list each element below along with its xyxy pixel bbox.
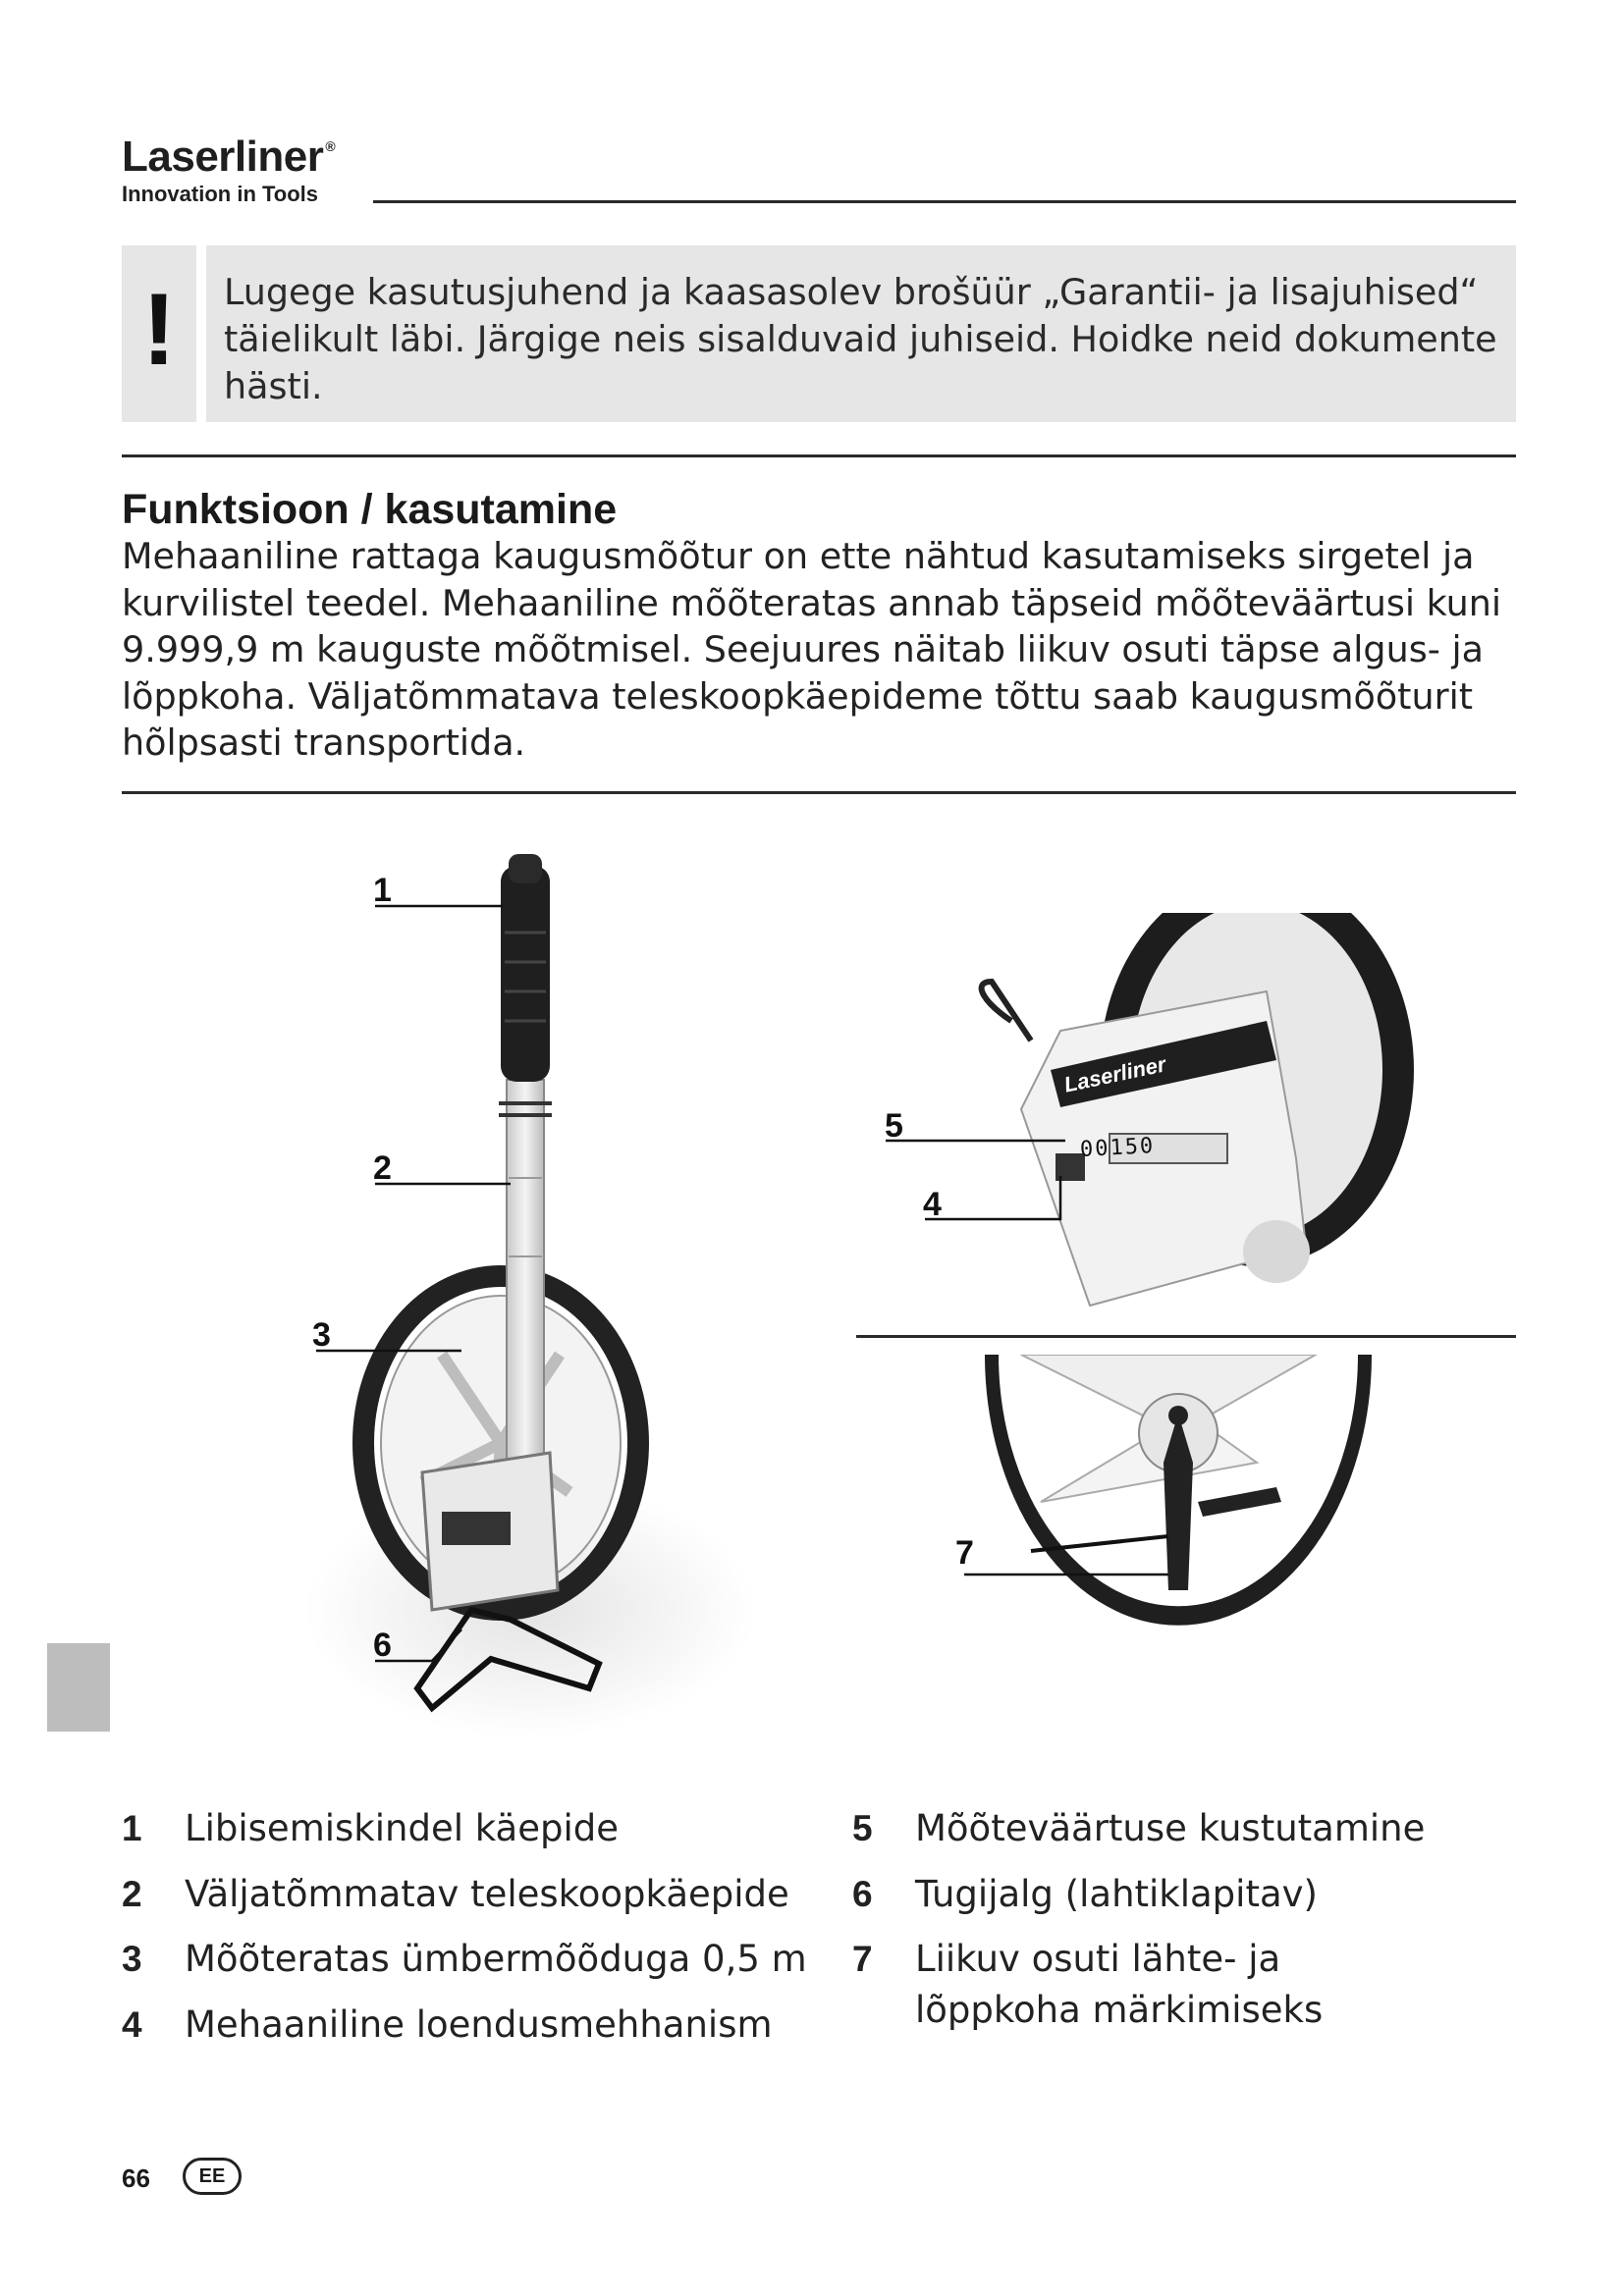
counter-digit: 5	[1124, 1134, 1141, 1160]
part-description: Tugijalg (lahtiklapitav)	[915, 1873, 1318, 1915]
part-description: Liikuv osuti lähte- ja	[915, 1938, 1281, 1980]
part-number: 3	[122, 1939, 142, 1979]
warning-line: Lugege kasutusjuhend ja kaasasolev brošüür „Garantii- ja lisajuhised“	[224, 271, 1479, 313]
counter-detail-illustration	[864, 913, 1453, 1315]
counter-digit: 1	[1109, 1135, 1126, 1161]
part-description: Väljatõmmatav teleskoopkäepide	[185, 1873, 789, 1915]
brand-logo	[122, 135, 335, 179]
figure-separator	[856, 1335, 1516, 1338]
callout-2: 2	[373, 1149, 392, 1187]
callout-1: 1	[373, 872, 392, 909]
language-badge: EE	[183, 2158, 242, 2195]
part-number: 1	[122, 1808, 142, 1848]
figure-divider	[122, 791, 1516, 794]
callout-7: 7	[955, 1534, 974, 1572]
warning-line: täielikult läbi. Järgige neis sisalduvaid juhiseid. Hoidke neid dokumente	[224, 318, 1497, 360]
registered-mark: ®	[325, 138, 336, 154]
part-number: 5	[852, 1808, 873, 1848]
body-line: hõlpsasti transportida.	[122, 721, 526, 765]
body-line: 9.999,9 m kauguste mõõtmisel. Seejuures näitab liikuv osuti täpse algus- ja	[122, 628, 1484, 671]
device-brand-label: Laserliner	[1061, 1051, 1168, 1097]
counter-digit: 0	[1094, 1136, 1111, 1162]
part-description: Libisemiskindel käepide	[185, 1807, 619, 1849]
part-number: 7	[852, 1939, 873, 1979]
part-description: Mõõteväärtuse kustutamine	[915, 1807, 1426, 1849]
part-number: 4	[122, 2004, 142, 2045]
counter-readout	[1079, 1134, 1155, 1162]
brand-tagline: Innovation in Tools	[122, 182, 319, 206]
counter-digit: 0	[1139, 1134, 1156, 1159]
part-number: 6	[852, 1874, 873, 1914]
callout-4: 4	[923, 1186, 942, 1223]
brand-name: Laserliner	[122, 133, 324, 181]
body-line: Mehaaniline rattaga kaugusmõõtur on ette nähtud kasutamiseks sirgetel ja	[122, 535, 1475, 577]
warning-notice	[206, 245, 1516, 422]
body-line: lõppkoha. Väljatõmmatava teleskoopkäepideme tõttu saab kaugusmõõturit	[122, 674, 1474, 718]
section-title: Funktsioon / kasutamine	[122, 486, 618, 533]
header-rule	[373, 200, 1516, 203]
callout-3: 3	[312, 1316, 331, 1354]
part-description: Mehaaniline loendusmehhanism	[185, 2003, 773, 2046]
pointer-detail-illustration	[903, 1355, 1414, 1649]
section-body	[122, 533, 1516, 767]
section-divider	[122, 454, 1516, 457]
part-number: 2	[122, 1874, 142, 1914]
section-tab	[47, 1643, 110, 1732]
counter-digit: 0	[1079, 1137, 1096, 1162]
warning-line: hästi.	[224, 365, 323, 407]
body-line: kurvilistel teedel. Mehaaniline mõõteratas annab täpseid mõõteväärtusi kuni	[122, 581, 1502, 624]
callout-6: 6	[373, 1627, 392, 1664]
page-number: 66	[122, 2163, 150, 2193]
warning-icon: !	[122, 245, 196, 422]
measuring-wheel-illustration	[295, 844, 805, 1787]
part-description-continued: lõppkoha märkimiseks	[915, 1989, 1324, 2031]
part-description: Mõõteratas ümbermõõduga 0,5 m	[185, 1938, 807, 1980]
callout-5: 5	[885, 1107, 903, 1145]
